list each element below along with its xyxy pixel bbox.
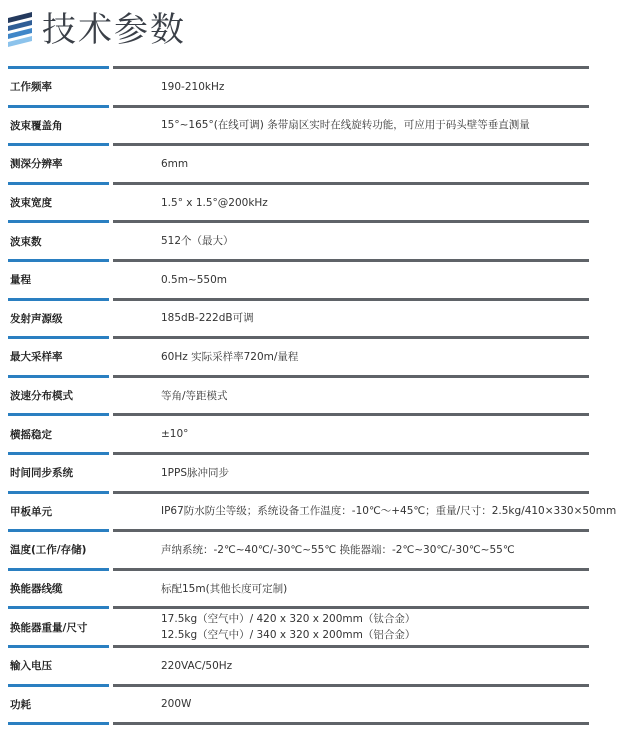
- spec-key: 测深分辨率: [10, 158, 63, 171]
- spec-key: 甲板单元: [10, 505, 52, 518]
- spec-key: 时间同步系统: [10, 467, 73, 480]
- spec-value: [161, 339, 589, 375]
- spec-value-line: 12.5kg（空气中）/ 340 x 320 x 200mm（铝合金）: [161, 629, 416, 642]
- page-header: [8, 8, 186, 52]
- spec-value: [161, 108, 589, 144]
- page-title: 技术参数: [42, 10, 186, 50]
- spec-value-line: 声纳系统：-2℃~40℃/-30℃~55℃ 换能器端：-2℃~30℃/-30℃~55℃: [161, 543, 515, 556]
- spec-value: [161, 378, 589, 414]
- spec-row: [8, 413, 589, 452]
- spec-value-line: 6mm: [161, 157, 189, 170]
- spec-value: [161, 416, 589, 452]
- spec-value-line: 标配15m(其他长度可定制): [161, 582, 288, 595]
- spec-key: 横摇稳定: [10, 428, 52, 441]
- spec-value-line: 0.5m~550m: [161, 273, 227, 286]
- spec-value-line: 512个（最大）: [161, 235, 234, 248]
- spec-row: [8, 182, 589, 221]
- spec-row: [8, 568, 589, 607]
- spec-table: [8, 66, 617, 722]
- spec-row: [8, 298, 589, 337]
- spec-value: [161, 455, 589, 491]
- spec-row: [8, 143, 589, 182]
- spec-value-line: 1.5° x 1.5°@200kHz: [161, 196, 268, 209]
- spec-key: 波速分布模式: [10, 390, 73, 403]
- spec-value-line: 60Hz 实际采样率720m/量程: [161, 350, 299, 363]
- spec-value: [161, 69, 589, 105]
- spec-row: [8, 105, 589, 144]
- spec-value-line: 等角/等距模式: [161, 389, 228, 402]
- stacked-stripes-icon: [8, 12, 32, 48]
- spec-value: [161, 571, 589, 607]
- spec-value-line: 15°~165°(在线可调) 条带扇区实时在线旋转功能，可应用于码头壁等垂直测量: [161, 119, 530, 132]
- spec-key: 功耗: [10, 698, 31, 711]
- spec-value: [161, 609, 589, 645]
- spec-value-line: 220VAC/50Hz: [161, 659, 233, 672]
- spec-value-line: 1PPS脉冲同步: [161, 466, 230, 479]
- spec-key: 量程: [10, 274, 31, 287]
- spec-key: 发射声源级: [10, 312, 63, 325]
- spec-value: [161, 185, 589, 221]
- spec-value-line: IP67防水防尘等级；系统设备工作温度：-10℃～+45℃；重量/尺寸：2.5kg/410×330×50mm: [161, 505, 617, 518]
- spec-row: [8, 452, 589, 491]
- spec-key: 波束覆盖角: [10, 119, 63, 132]
- spec-row: [8, 529, 589, 568]
- spec-value: [161, 494, 617, 530]
- spec-row: [8, 66, 589, 105]
- spec-value: [161, 301, 589, 337]
- spec-value: [161, 223, 589, 259]
- spec-row: [8, 336, 589, 375]
- spec-key: 温度(工作/存储): [10, 544, 87, 557]
- spec-value-line: ±10°: [161, 428, 189, 441]
- spec-value-line: 200W: [161, 698, 192, 711]
- spec-value: [161, 532, 589, 568]
- spec-value-line: 190-210kHz: [161, 80, 225, 93]
- spec-key: 换能器重量/尺寸: [10, 621, 88, 634]
- spec-key: 波束数: [10, 235, 42, 248]
- spec-row: [8, 491, 617, 530]
- spec-row: [8, 606, 589, 645]
- spec-row: [8, 259, 589, 298]
- spec-value: [161, 146, 589, 182]
- spec-value: [161, 648, 589, 684]
- spec-value-line: 17.5kg（空气中）/ 420 x 320 x 200mm（钛合金）: [161, 613, 416, 626]
- spec-key: 最大采样率: [10, 351, 63, 364]
- spec-key: 波束宽度: [10, 197, 52, 210]
- spec-row: [8, 375, 589, 414]
- spec-row: [8, 684, 589, 723]
- spec-key: 输入电压: [10, 660, 52, 673]
- spec-row: [8, 645, 589, 684]
- spec-value: [161, 687, 589, 723]
- spec-value: [161, 262, 589, 298]
- spec-key: 换能器线缆: [10, 583, 63, 596]
- spec-key: 工作频率: [10, 81, 52, 94]
- spec-value-line: 185dB-222dB可调: [161, 312, 254, 325]
- spec-row: [8, 220, 589, 259]
